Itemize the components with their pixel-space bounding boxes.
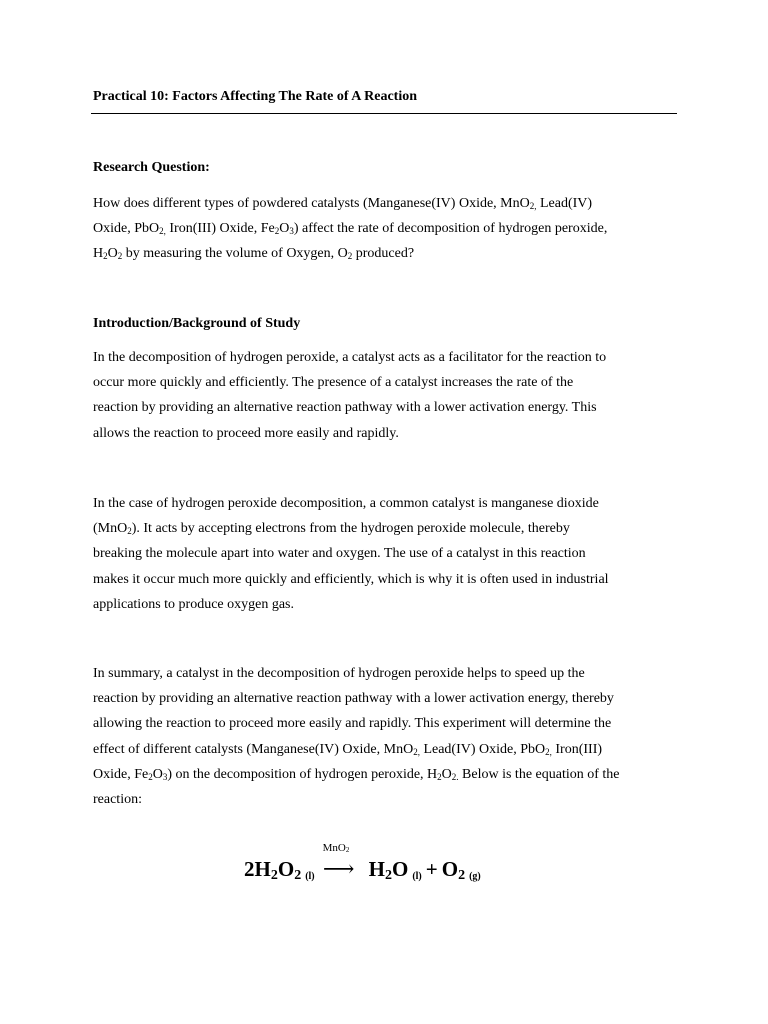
research-question-paragraph [93, 191, 675, 267]
paragraph-line: breaking the molecule apart into water and oxygen. The use of a catalyst in this reaction [93, 546, 586, 562]
paragraph-line: (MnO$_2$). It acts by accepting electrons from the hydrogen peroxide molecule, thereby [93, 521, 570, 537]
research-question-heading: Research Question: [93, 160, 210, 175]
paragraph-line: Oxide, $Fe_2O_3$) on the decomposition of hydrogen peroxide, $H_2O_{2.}$ Below is the equation of the [93, 766, 620, 782]
product-oxygen: $O_2$ [441, 857, 466, 883]
summary-paragraph [93, 661, 675, 812]
product-oxygen-state: (g) [469, 871, 481, 882]
paragraph-line: applications to produce oxygen gas. [93, 596, 295, 612]
reaction-equation [244, 842, 564, 896]
introduction-heading: Introduction/Background of Study [93, 316, 301, 331]
introduction-paragraph-1 [93, 345, 675, 446]
catalyst-label: MnO$_2$ [322, 842, 350, 854]
product-water: $H_2O$ [368, 857, 409, 883]
paragraph-line: effect of different catalysts (Manganese(IV) Oxide, MnO$_{2,}$ Lead(IV) Oxide, PbO$_{2,}$ Iron(III) [93, 741, 603, 757]
reaction-arrow [319, 842, 359, 882]
paragraph-line: Oxide, PbO$_{2,}$ Iron(III) Oxide, $Fe_2O_3$) affect the rate of decomposition of hydrogen peroxide, [93, 221, 608, 237]
arrow-icon: ⟶ [322, 856, 355, 881]
paragraph-line: In the decomposition of hydrogen peroxide, a catalyst acts as a facilitator for the reaction to [93, 350, 607, 365]
paragraph-line: reaction by providing an alternative reaction pathway with a lower activation energy. This [93, 400, 597, 416]
paragraph-line: makes it occur much more quickly and efficiently, which is why it is often used in industrial [93, 571, 609, 587]
paragraph-line: reaction: [93, 792, 142, 808]
reactant-state: (l) [305, 871, 315, 882]
plus-sign: + [425, 857, 438, 881]
paragraph-line: In summary, a catalyst in the decomposition of hydrogen peroxide helps to speed up the [93, 666, 585, 681]
title-divider [91, 113, 677, 114]
paragraph-line: How does different types of powdered catalysts (Manganese(IV) Oxide, MnO$_{2,}$ Lead(IV) [93, 196, 593, 211]
page-title: Practical 10: Factors Affecting The Rate of A Reaction [93, 89, 417, 104]
reactant-hydrogen-peroxide: $2H_2O_2$ [244, 857, 302, 883]
paragraph-line: reaction by providing an alternative reaction pathway with a lower activation energy, thereby [93, 691, 614, 707]
paragraph-line: allowing the reaction to proceed more easily and rapidly. This experiment will determine the [93, 716, 612, 732]
paragraph-line: occur more quickly and efficiently. The presence of a catalyst increases the rate of the [93, 375, 574, 391]
paragraph-line: $H_2O_2$ by measuring the volume of Oxygen, $O_2$ produced? [93, 246, 415, 262]
product-water-state: (l) [412, 871, 422, 882]
paragraph-line: In the case of hydrogen peroxide decomposition, a common catalyst is manganese dioxide [93, 496, 599, 511]
paragraph-line: allows the reaction to proceed more easily and rapidly. [93, 425, 399, 441]
introduction-paragraph-2 [93, 491, 675, 617]
